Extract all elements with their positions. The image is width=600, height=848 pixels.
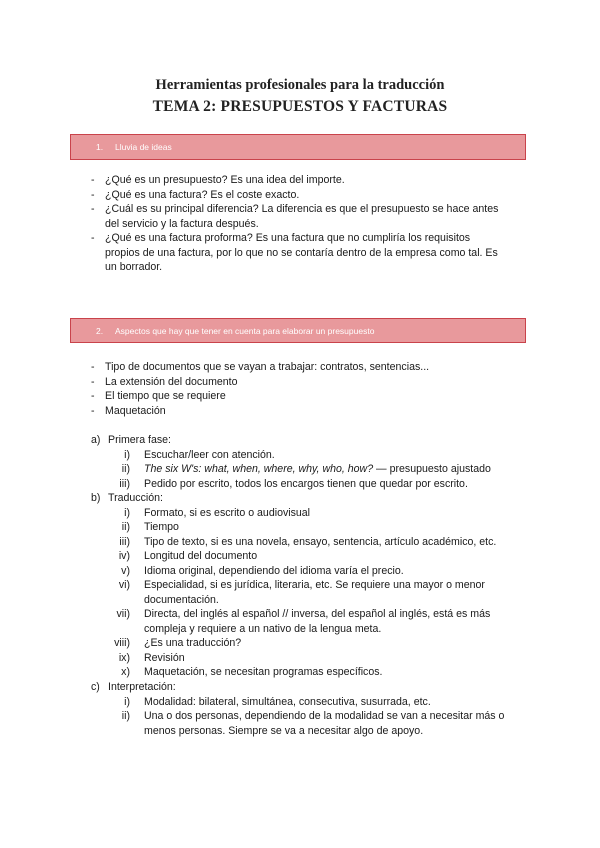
list-item: - Maquetación <box>91 404 166 417</box>
list-item: ii) Tiempo <box>121 521 179 533</box>
list-item: - El tiempo que se requiere <box>91 390 226 402</box>
list-item: x) Maquetación, se necesitan programas específicos. <box>121 666 383 678</box>
list-item: vii) Directa, del inglés al español // inversa, del español al inglés, está es más <box>116 608 491 620</box>
section-2-title: Aspectos que hay que tener en cuenta para elaborar un presupuesto <box>115 325 375 336</box>
list-item: i) Escuchar/leer con atención. <box>124 448 275 461</box>
list-item-continuation: documentación. <box>144 593 219 606</box>
phase-a-heading: a) Primera fase: <box>91 434 171 446</box>
list-item: viii) ¿Es una traducción? <box>114 637 242 649</box>
phase-b-heading: b) Traducción: <box>91 492 163 504</box>
list-item: vi) Especialidad, si es jurídica, literaria, etc. Se requiere una mayor o menor <box>118 579 485 591</box>
document-subtitle: TEMA 2: PRESUPUESTOS Y FACTURAS <box>152 98 448 115</box>
list-item-continuation: menos personas. Siempre se va a necesitar algo de apoyo. <box>144 724 424 737</box>
aspects-list <box>0 360 600 418</box>
list-item: i) Formato, si es escrito o audiovisual <box>124 506 311 519</box>
six-ws-italic: The six W's: what, when, where, why, who, how? <box>144 463 374 475</box>
section-1-title: Lluvia de ideas <box>115 142 172 152</box>
phase-a <box>0 433 600 491</box>
list-item: - ¿Qué es un presupuesto? Es una idea del importe. <box>91 174 345 186</box>
list-item: i) Modalidad: bilateral, simultánea, consecutiva, susurrada, etc. <box>124 695 431 708</box>
brainstorm-list <box>0 173 600 275</box>
list-item: - ¿Qué es una factura? Es el coste exacto. <box>91 188 300 201</box>
list-item: iv) Longitud del documento <box>118 550 258 562</box>
list-item: ii) The six W's: what, when, where, why, who, how? — presupuesto ajustado <box>121 463 491 475</box>
list-item: - ¿Cuál es su principal diferencia? La diferencia es que el presupuesto se hace antes <box>91 203 499 215</box>
list-item: - La extensión del documento <box>91 375 238 388</box>
list-item-continuation: un borrador. <box>105 261 163 273</box>
list-item: ii) Una o dos personas, dependiendo de la modalidad se van a necesitar más o <box>121 710 505 722</box>
list-item: v) Idioma original, dependiendo del idioma varía el precio. <box>121 564 404 577</box>
section-1-number: 1. <box>96 142 104 152</box>
document-title: Herramientas profesionales para la traducción <box>155 77 445 93</box>
list-item: ix) Revisión <box>118 651 185 664</box>
section-2-header <box>70 318 526 343</box>
list-item-continuation: propios de una factura, por lo que no se contaría dentro de la empresa como tal. Es <box>105 246 498 259</box>
list-item: - ¿Qué es una factura proforma? Es una factura que no cumpliría los requisitos <box>91 232 471 244</box>
list-item: iii) Pedido por escrito, todos los encargos tienen que quedar por escrito. <box>119 477 468 490</box>
list-item: iii) Tipo de texto, si es una novela, ensayo, sentencia, artículo académico, etc. <box>119 535 497 548</box>
list-item-continuation: compleja y requiere a un nativo de la lengua meta. <box>144 622 382 635</box>
phase-c <box>0 680 600 738</box>
list-item: - Tipo de documentos que se vayan a trabajar: contratos, sentencias... <box>91 361 430 373</box>
phase-c-heading: c) Interpretación: <box>91 681 176 693</box>
phase-b <box>0 491 600 680</box>
section-2-number: 2. <box>96 325 104 336</box>
list-item-continuation: del servicio y la factura después. <box>105 217 259 230</box>
section-1-header <box>70 134 526 160</box>
